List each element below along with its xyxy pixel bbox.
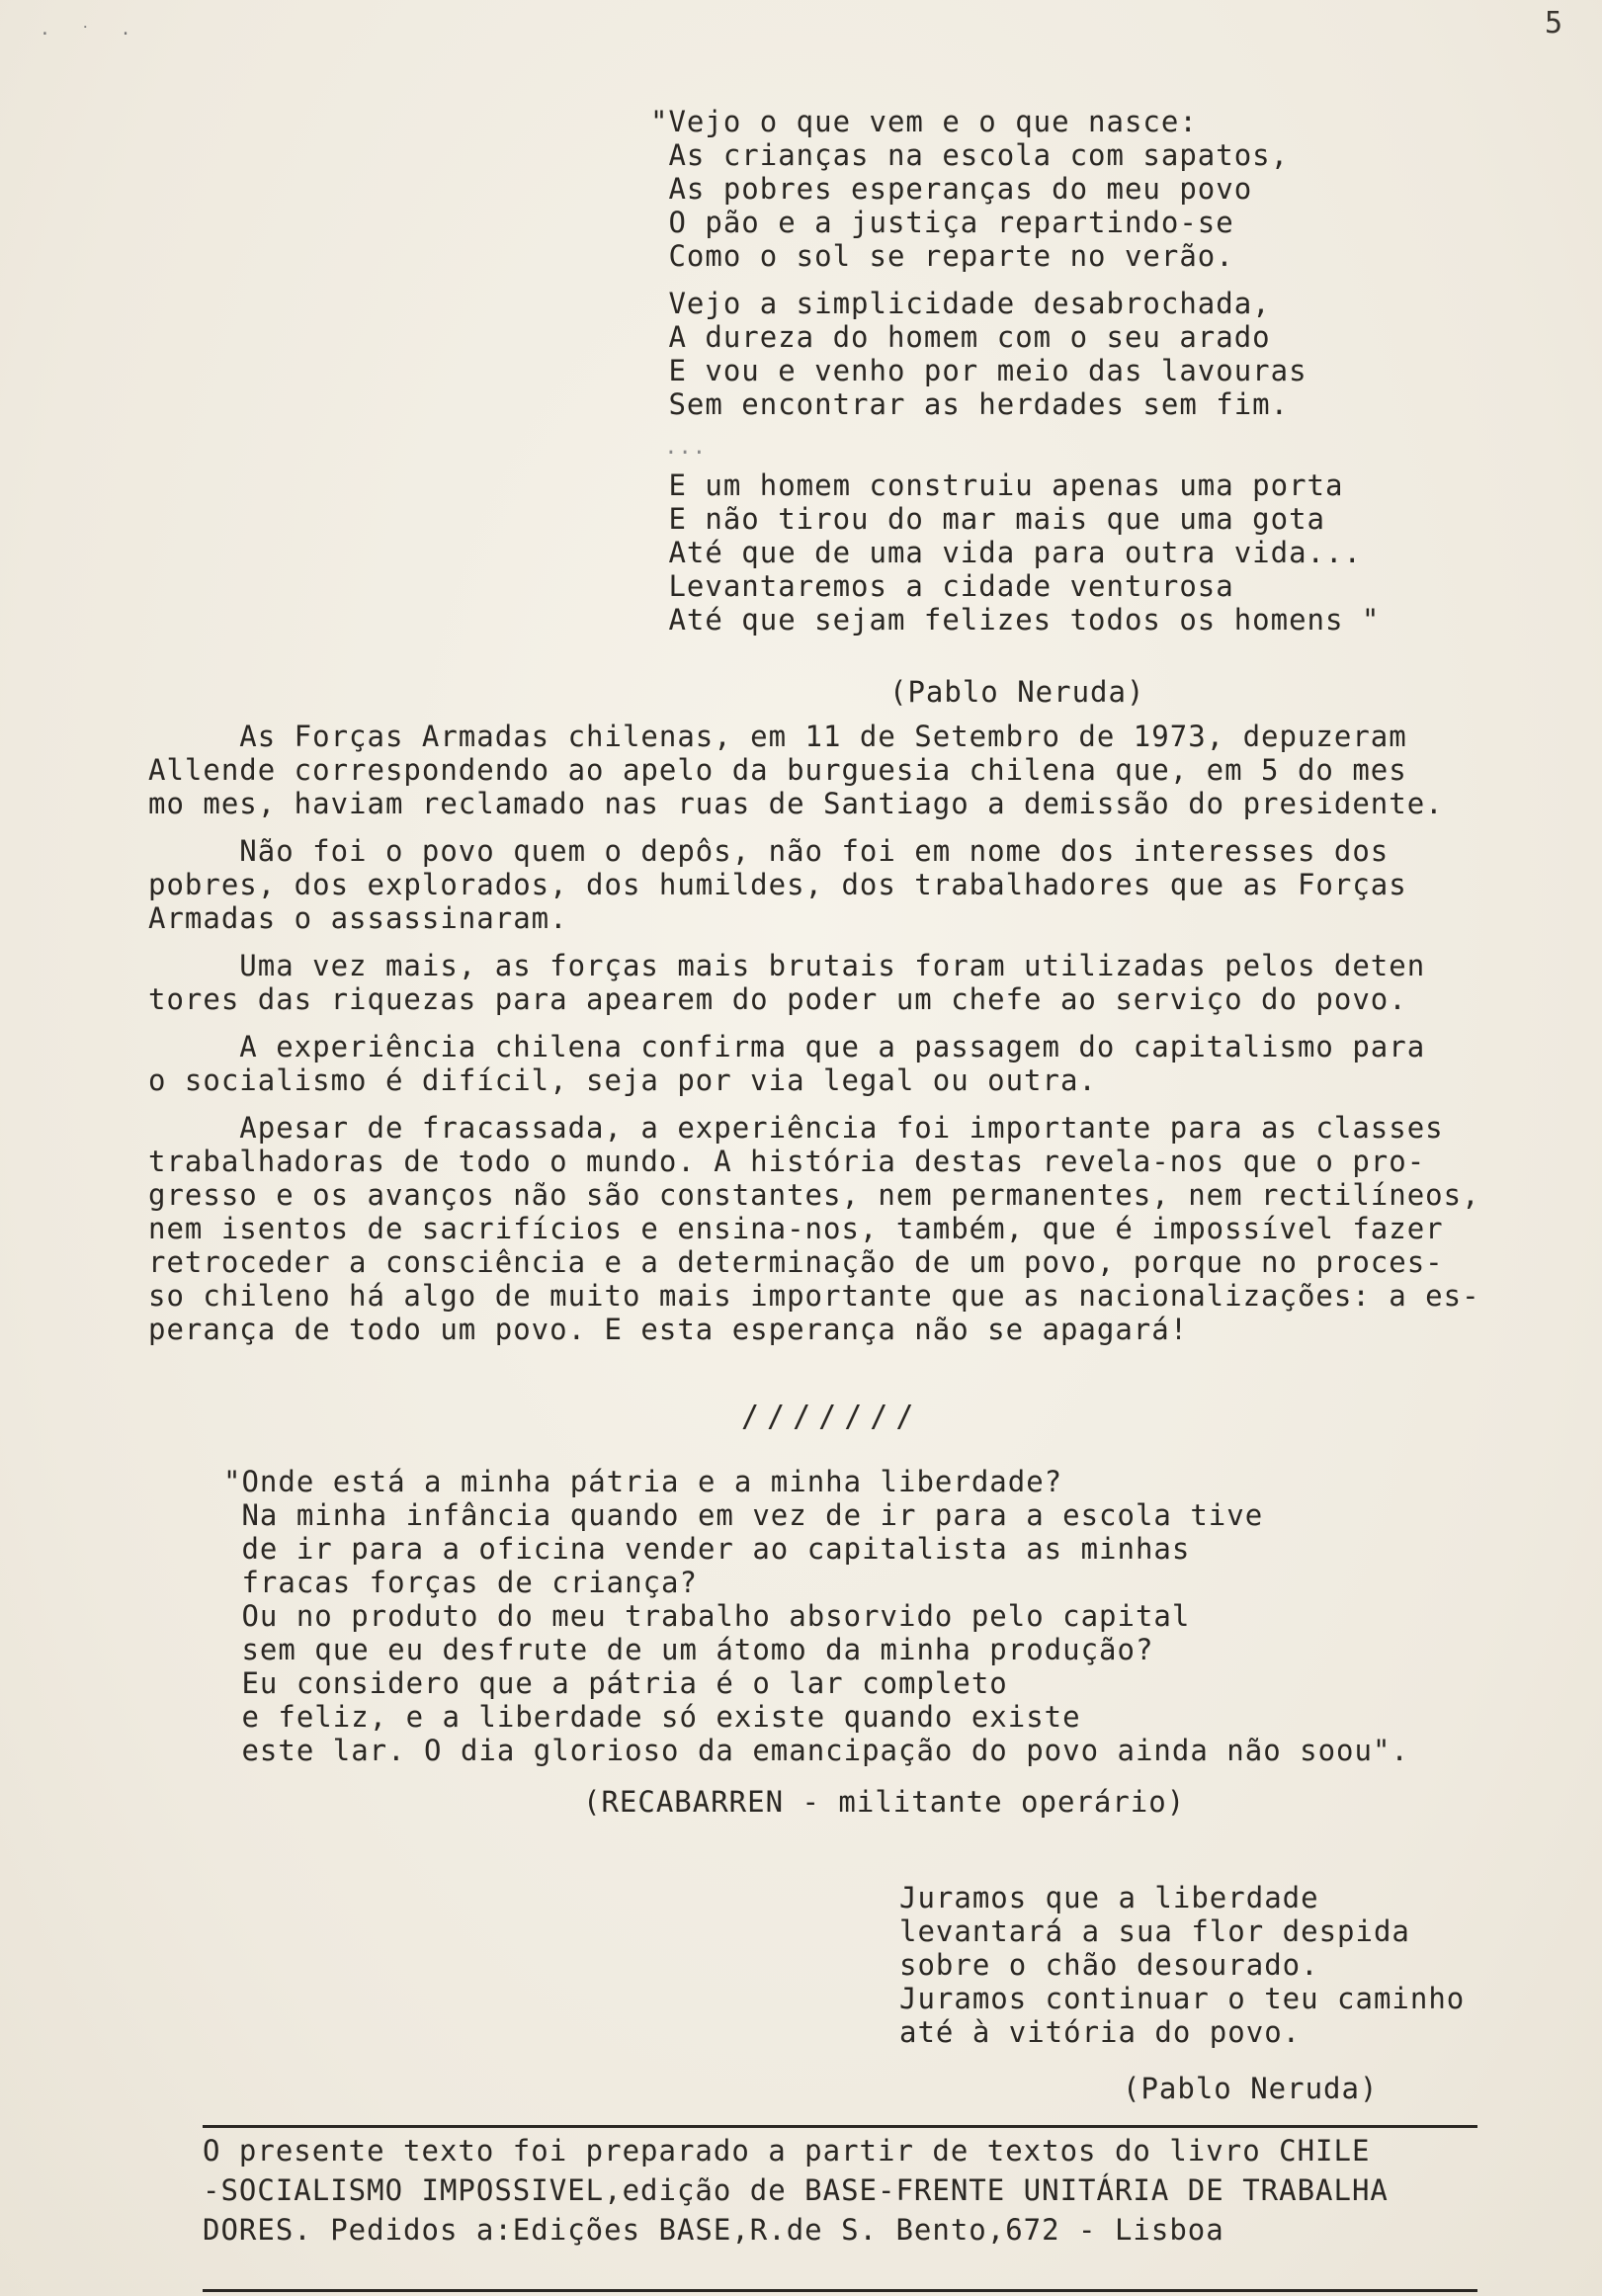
paragraph-line: pobres, dos explorados, dos humildes, dos trabalhadores que as Forças <box>148 868 1407 901</box>
poem-stanza <box>650 105 1380 273</box>
poem-recabarren <box>223 1465 1409 1767</box>
footer-line: O presente texto foi preparado a partir de textos do livro CHILE <box>203 2134 1371 2168</box>
paragraph-line: nem isentos de sacrifícios e ensina-nos, também, que é impossível fazer <box>148 1212 1444 1245</box>
paragraph-line: A experiência chilena confirma que a passagem do capitalismo para <box>148 1030 1426 1063</box>
poem-line: E vou e venho por meio das lavouras <box>650 354 1307 387</box>
poem-line: de ir para a oficina vender ao capitalista as minhas <box>223 1532 1191 1566</box>
poem-line: até à vitória do povo. <box>899 2015 1302 2049</box>
poem-attribution: (Pablo Neruda) <box>1123 2072 1379 2105</box>
poem-line: e feliz, e a liberdade só existe quando existe <box>223 1700 1081 1734</box>
poem-line: "Onde está a minha pátria e a minha liberdade? <box>223 1465 1063 1498</box>
poem-attribution: (RECABARREN - militante operário) <box>583 1785 1186 1819</box>
section-divider: /////// <box>741 1400 922 1434</box>
paragraph-line: trabalhadoras de todo o mundo. A história destas revela-nos que o pro- <box>148 1145 1426 1178</box>
poem-stanza <box>650 287 1380 421</box>
footer-line: -SOCIALISMO IMPOSSIVEL,edição de BASE-FRENTE UNITÁRIA DE TRABALHA <box>203 2173 1389 2207</box>
paragraph-line: Não foi o povo quem o depôs, não foi em nome dos interesses dos <box>148 834 1390 868</box>
paper-specks: ·˙· <box>40 24 161 44</box>
poem-line: "Vejo o que vem e o que nasce: <box>650 105 1198 138</box>
paragraph-line: Armadas o assassinaram. <box>148 901 568 935</box>
poem-line: As crianças na escola com sapatos, <box>650 138 1290 172</box>
paragraph-line: Apesar de fracassada, a experiência foi importante para as classes <box>148 1111 1444 1145</box>
poem-line: Juramos que a liberdade <box>899 1881 1319 1914</box>
paragraph <box>148 949 1571 1016</box>
poem-attribution: (Pablo Neruda) <box>889 675 1145 709</box>
poem-line: A dureza do homem com o seu arado <box>650 320 1271 354</box>
paragraph-line: o socialismo é difícil, seja por via legal ou outra. <box>148 1063 1097 1097</box>
poem-line: fracas forças de criança? <box>223 1566 698 1599</box>
ellipsis-separator: ... <box>650 435 707 460</box>
page-number: 5 <box>1544 6 1562 41</box>
poem-line: E não tirou do mar mais que uma gota <box>650 502 1326 536</box>
poem-line: As pobres esperanças do meu povo <box>650 172 1253 206</box>
paragraph <box>148 834 1571 935</box>
poem-line: Até que sejam felizes todos os homens " <box>650 603 1381 637</box>
paragraph-line: Allende correspondendo ao apelo da burguesia chilena que, em 5 do mes <box>148 753 1407 787</box>
poem-line: Até que de uma vida para outra vida... <box>650 536 1362 569</box>
poem-line: O pão e a justiça repartindo-se <box>650 206 1234 239</box>
paragraph <box>148 1030 1571 1097</box>
paragraph <box>148 1111 1571 1346</box>
paragraph-line: mo mes, haviam reclamado nas ruas de Santiago a demissão do presidente. <box>148 787 1444 820</box>
footer-line: DORES. Pedidos a:Edições BASE,R.de S. Bento,672 - Lisboa <box>203 2213 1224 2247</box>
poem-line: este lar. O dia glorioso da emancipação do povo ainda não soou". <box>223 1734 1409 1767</box>
footer-rule-bottom <box>203 2289 1477 2292</box>
paragraph-line: so chileno há algo de muito mais importante que as nacionalizações: a es- <box>148 1279 1480 1313</box>
poem-line: Eu considero que a pátria é o lar completo <box>223 1666 1008 1700</box>
poem-line: Vejo a simplicidade desabrochada, <box>650 287 1271 320</box>
poem-closing <box>899 1881 1465 2049</box>
poem-line: sem que eu desfrute de um átomo da minha produção? <box>223 1633 1154 1666</box>
poem-stanza <box>650 468 1380 637</box>
paragraph-line: Uma vez mais, as forças mais brutais foram utilizadas pelos deten <box>148 949 1426 982</box>
poem-line: E um homem construiu apenas uma porta <box>650 468 1344 502</box>
prose-body <box>148 720 1571 1360</box>
paragraph-line: As Forças Armadas chilenas, em 11 de Setembro de 1973, depuzeram <box>148 720 1407 753</box>
paragraph <box>148 720 1571 820</box>
poem-line: Na minha infância quando em vez de ir para a escola tive <box>223 1498 1264 1532</box>
poem-line: sobre o chão desourado. <box>899 1948 1319 1982</box>
paragraph-line: perança de todo um povo. E esta esperança não se apagará! <box>148 1313 1189 1346</box>
paragraph-line: retroceder a consciência e a determinação de um povo, porque no proces- <box>148 1245 1444 1279</box>
paragraph-line: tores das riquezas para apearem do poder um chefe ao serviço do povo. <box>148 982 1407 1016</box>
poem-line: Sem encontrar as herdades sem fim. <box>650 387 1290 421</box>
poem-line: Levantaremos a cidade venturosa <box>650 569 1234 603</box>
paragraph-line: gresso e os avanços não são constantes, nem permanentes, nem rectilíneos, <box>148 1178 1480 1212</box>
poem-opening <box>650 105 1380 650</box>
poem-line: Juramos continuar o teu caminho <box>899 1982 1466 2015</box>
poem-line: Ou no produto do meu trabalho absorvido pelo capital <box>223 1599 1191 1633</box>
footer-note <box>203 2131 1389 2250</box>
poem-line: Como o sol se reparte no verão. <box>650 239 1234 273</box>
poem-line: levantará a sua flor despida <box>899 1914 1410 1948</box>
footer-rule-top <box>203 2125 1477 2128</box>
